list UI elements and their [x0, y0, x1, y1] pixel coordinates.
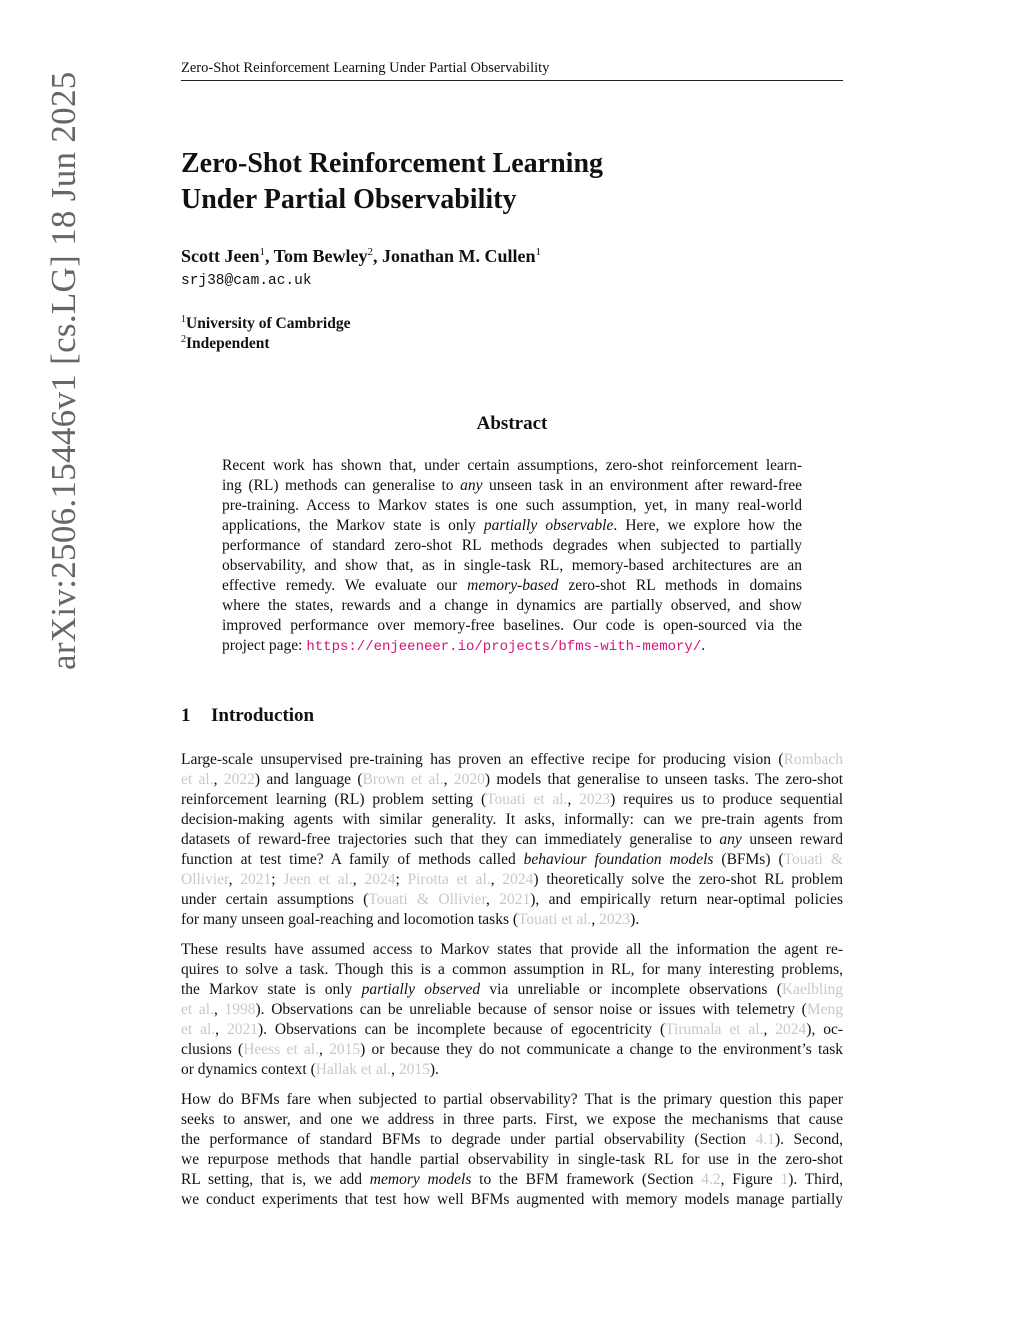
- text-run: ). Observations can be unreliable because of sensor noise or issues with telemetry (: [255, 1001, 807, 1018]
- abstract-line: pre-training. Access to Markov states is one such assumption, yet, in many real-world: [222, 497, 802, 514]
- citation-link[interactable]: Kaelbling: [781, 981, 843, 998]
- author-name: Jonathan M. Cullen: [382, 246, 536, 266]
- section-number: 1: [181, 705, 191, 726]
- text-run: function at test time? A family of methods called: [181, 851, 524, 868]
- project-page-link[interactable]: https://enjeeneer.io/projects/bfms-with-memory/: [306, 639, 702, 655]
- text-run: clusions (: [181, 1041, 244, 1058]
- text-run: ,: [763, 1021, 776, 1038]
- body-line: decision-making agents with similar generality. It asks, informally: can we pre-train agents from: [181, 811, 843, 828]
- body-line: [181, 830, 843, 850]
- citation-link[interactable]: Touati & Ollivier: [368, 891, 486, 908]
- body-line: These results have assumed access to Markov states that provide all the information the agent re-: [181, 941, 843, 958]
- text-run: ;: [395, 871, 408, 888]
- text-run: reinforcement learning (RL) problem setting (: [181, 791, 487, 808]
- title-line-2: Under Partial Observability: [181, 184, 517, 215]
- text-run: ), oc-: [806, 1021, 844, 1038]
- text-run: ) and language (: [254, 771, 363, 788]
- figure-ref-link[interactable]: 1: [780, 1171, 789, 1188]
- citation-link[interactable]: Brown et al.: [362, 771, 444, 788]
- author-separator: ,: [373, 246, 383, 266]
- citation-link[interactable]: 1998: [224, 1001, 256, 1018]
- citation-link[interactable]: Meng: [806, 1001, 843, 1018]
- body-line: [181, 770, 843, 790]
- text-run: ). Second,: [774, 1131, 843, 1148]
- citation-link[interactable]: 2021: [226, 1021, 258, 1038]
- text-run: ;: [271, 871, 284, 888]
- emphasis: memory-based: [467, 577, 559, 594]
- body-line: [181, 1170, 843, 1190]
- body-line: How do BFMs fare when subjected to partial observability? That is the primary question this paper: [181, 1091, 843, 1108]
- text-run: ,: [215, 1021, 227, 1038]
- text-run: ing (RL) methods can generalise to: [222, 477, 461, 494]
- body-line: [181, 750, 843, 770]
- text-run: .: [701, 637, 706, 654]
- text-run: ,: [567, 791, 580, 808]
- abstract-line: Recent work has shown that, under certain assumptions, zero-shot reinforcement learn-: [222, 457, 802, 474]
- affil-name: Independent: [186, 335, 270, 353]
- section-heading: [181, 705, 314, 727]
- text-run: ,: [591, 911, 600, 928]
- abstract-line: observability, and show that, as in single-task RL, memory-based architectures are an: [222, 557, 802, 574]
- text-run: effective remedy. We evaluate our: [222, 577, 468, 594]
- text-run: (BFMs) (: [713, 851, 784, 868]
- text-run: ). Third,: [788, 1171, 843, 1188]
- citation-link[interactable]: Touati et al.: [486, 791, 568, 808]
- section-title: Introduction: [211, 705, 315, 726]
- text-run: ,: [213, 771, 224, 788]
- citation-link[interactable]: et al.: [181, 1001, 214, 1018]
- author-name: Scott Jeen: [181, 246, 260, 266]
- citation-link[interactable]: 2023: [599, 911, 631, 928]
- abstract-line: where the states, rewards and a change in dynamics are partially observed, and show: [222, 597, 802, 614]
- body-line: [181, 1130, 843, 1150]
- citation-link[interactable]: Ollivier: [181, 871, 229, 888]
- author-affil-mark: 2: [367, 246, 374, 258]
- citation-link[interactable]: 2024: [364, 871, 396, 888]
- text-run: ,: [490, 871, 503, 888]
- body-line: [181, 980, 843, 1000]
- author-affil-mark: 1: [535, 246, 542, 258]
- citation-link[interactable]: 2021: [499, 891, 531, 908]
- citation-link[interactable]: 2021: [240, 871, 272, 888]
- text-run: or dynamics context (: [181, 1061, 316, 1078]
- text-run: ,: [485, 891, 500, 908]
- citation-link[interactable]: 2024: [775, 1021, 807, 1038]
- text-run: ) requires us to produce sequential: [610, 791, 844, 808]
- abstract-line: [222, 516, 802, 536]
- body-line: [181, 1020, 843, 1040]
- paper-title: [181, 146, 603, 218]
- text-run: ). Observations can be incomplete because of egocentricity (: [257, 1021, 666, 1038]
- body-line: seeks to answer, and one we address in three parts. First, we expose the mechanisms that cause: [181, 1111, 843, 1128]
- text-run: Large-scale unsupervised pre-training has proven an effective recipe for producing vision (: [181, 751, 784, 768]
- text-run: the Markov state is only: [181, 981, 362, 998]
- body-line: [181, 910, 843, 930]
- author-separator: ,: [264, 246, 274, 266]
- citation-link[interactable]: 2020: [453, 771, 485, 788]
- running-header: Zero-Shot Reinforcement Learning Under Partial Observability: [181, 60, 843, 81]
- citation-link[interactable]: Pirotta et al.: [407, 871, 491, 888]
- text-run: ,: [213, 1001, 225, 1018]
- abstract-heading: Abstract: [476, 413, 548, 434]
- text-run: unseen reward: [741, 831, 843, 848]
- text-run: to the BFM framework (Section: [471, 1171, 702, 1188]
- text-run: ) or because they do not communicate a change to the environment’s task: [360, 1041, 844, 1058]
- affil-mark: 1: [181, 314, 186, 325]
- body-line: [181, 790, 843, 810]
- abstract-line: [222, 576, 802, 596]
- text-run: , Figure: [720, 1171, 781, 1188]
- text-run: RL setting, that is, we add: [181, 1171, 370, 1188]
- text-run: the performance of standard BFMs to degrade under partial observability (Section: [181, 1131, 756, 1148]
- text-run: ).: [630, 911, 640, 928]
- text-run: ,: [352, 871, 365, 888]
- text-run: . Here, we explore how the: [613, 517, 802, 534]
- citation-link[interactable]: Touati &: [783, 851, 843, 868]
- body-line: we repurpose methods that handle partial observability in single-task RL for use in the zero-shot: [181, 1151, 843, 1168]
- citation-link[interactable]: Rombach: [783, 751, 843, 768]
- author-list: [181, 246, 541, 267]
- body-line: [181, 890, 843, 910]
- body-line: [181, 870, 843, 890]
- text-run: ,: [318, 1041, 330, 1058]
- citation-link[interactable]: et al.: [181, 771, 214, 788]
- body-line: we conduct experiments that test how well BFMs augmented with memory models manage partially: [181, 1191, 843, 1208]
- affil-name: University of Cambridge: [186, 315, 351, 333]
- text-run: unseen task in an environment after reward-free: [482, 477, 802, 494]
- emphasis: memory models: [369, 1171, 472, 1188]
- citation-link[interactable]: Hallak et al.: [315, 1061, 392, 1078]
- text-run: project page:: [222, 637, 307, 654]
- title-line-1: Zero-Shot Reinforcement Learning: [181, 148, 604, 179]
- text-run: for many unseen goal-reaching and locomotion tasks (: [181, 911, 519, 928]
- affiliation: [181, 334, 270, 353]
- citation-link[interactable]: Tirumala et al.: [665, 1021, 764, 1038]
- abstract-line: [222, 476, 802, 496]
- emphasis: behaviour foundation models: [523, 851, 714, 868]
- body-line: [181, 850, 843, 870]
- text-run: ) theoretically solve the zero-shot RL problem: [533, 871, 843, 888]
- text-run: ,: [391, 1061, 399, 1078]
- text-run: ,: [228, 871, 241, 888]
- emphasis: any: [460, 477, 483, 494]
- emphasis: any: [719, 831, 742, 848]
- arxiv-side-label: arXiv:2506.15446v1 [cs.LG] 18 Jun 2025: [44, 71, 83, 670]
- text-run: via unreliable or incomplete observations (: [480, 981, 782, 998]
- citation-link[interactable]: et al.: [181, 1021, 216, 1038]
- author-name: Tom Bewley: [273, 246, 368, 266]
- text-run: ,: [443, 771, 454, 788]
- body-line: [181, 1000, 843, 1020]
- citation-link[interactable]: 2024: [502, 871, 534, 888]
- emphasis: partially observable: [483, 517, 614, 534]
- body-line: quires to solve a task. Though this is a common assumption in RL, for many interesting problems,: [181, 961, 843, 978]
- abstract-line: [222, 636, 802, 657]
- citation-link[interactable]: 2022: [223, 771, 255, 788]
- abstract-line: improved performance over memory-free baselines. Our code is open-sourced via the: [222, 617, 802, 634]
- body-line: [181, 1060, 843, 1080]
- affiliation: [181, 314, 350, 333]
- text-run: zero-shot RL methods in domains: [558, 577, 802, 594]
- text-run: applications, the Markov state is only: [222, 517, 484, 534]
- section-ref-link[interactable]: 4.2: [701, 1171, 721, 1188]
- abstract-line: performance of standard zero-shot RL methods degrades when subjected to partially: [222, 537, 802, 554]
- section-ref-link[interactable]: 4.1: [755, 1131, 775, 1148]
- text-run: ), and empirically return near-optimal policies: [530, 891, 843, 908]
- emphasis: partially observed: [361, 981, 481, 998]
- citation-link[interactable]: Touati et al.: [518, 911, 592, 928]
- citation-link[interactable]: 2023: [579, 791, 611, 808]
- author-affil-mark: 1: [259, 246, 265, 258]
- body-line: [181, 1040, 843, 1060]
- text-run: datasets of reward-free trajectories such that they can immediately generalise to: [181, 831, 720, 848]
- citation-link[interactable]: Jeen et al.: [283, 871, 353, 888]
- author-email[interactable]: srj38@cam.ac.uk: [181, 273, 312, 289]
- text-run: ).: [429, 1061, 439, 1078]
- text-run: ) models that generalise to unseen tasks. The zero-shot: [484, 771, 844, 788]
- citation-link[interactable]: 2015: [398, 1061, 430, 1078]
- affil-mark: 2: [181, 334, 186, 345]
- citation-link[interactable]: 2015: [329, 1041, 361, 1058]
- text-run: under certain assumptions (: [181, 891, 369, 908]
- citation-link[interactable]: Heess et al.: [243, 1041, 319, 1058]
